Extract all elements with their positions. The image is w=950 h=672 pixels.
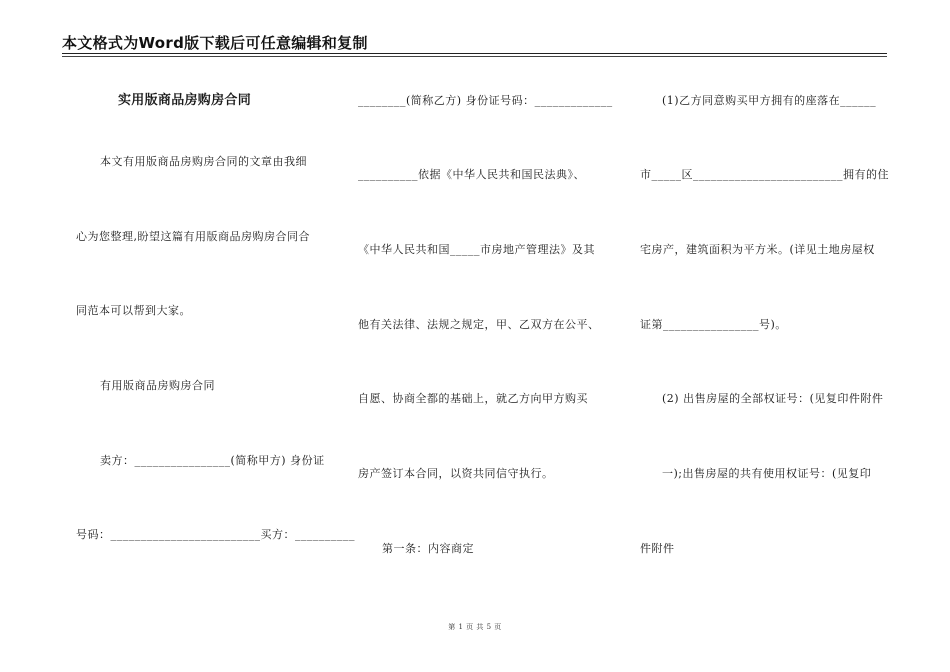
- right-line-3: 宅房产，建筑面积为平方米。(详见土地房屋权: [640, 243, 875, 256]
- middle-line-5: 自愿、协商全都的基础上，就乙方向甲方购买: [358, 392, 588, 405]
- middle-line-4: 他有关法律、法规之规定，甲、乙双方在公平、: [358, 318, 600, 331]
- section-heading-article-1: 第一条：内容商定: [382, 542, 474, 555]
- right-line-6: 一);出售房屋的共有使用权证号：(见复印: [662, 467, 872, 480]
- middle-line-2: __________依据《中华人民共和国民法典》、: [358, 168, 585, 181]
- header-rule-secondary: [62, 56, 887, 57]
- middle-line-1: ________(简称乙方) 身份证号码：_____________: [358, 94, 613, 107]
- right-line-2: 市_____区_________________________拥有的住: [640, 168, 889, 181]
- right-line-5: (2) 出售房屋的全部权证号：(见复印件附件: [662, 392, 884, 405]
- page-number: 第 1 页 共 5 页: [448, 623, 502, 631]
- contract-title: 实用版商品房购房合同: [118, 93, 252, 108]
- left-line-2: 心为您整理,盼望这篇有用版商品房购房合同合: [76, 230, 310, 243]
- left-line-seller: 卖方：________________(简称甲方) 身份证: [100, 454, 325, 467]
- middle-line-3: 《中华人民共和国_____市房地产管理法》及其: [358, 243, 595, 256]
- left-line-3: 同范本可以帮到大家。: [76, 304, 191, 317]
- right-line-7: 件附件: [640, 542, 675, 555]
- header-rule: [62, 53, 887, 54]
- left-subtitle: 有用版商品房购房合同: [100, 379, 215, 392]
- left-line-1: 本文有用版商品房购房合同的文章由我细: [100, 155, 307, 168]
- right-line-4: 证第________________号)。: [640, 318, 787, 331]
- right-line-1: (1)乙方同意购买甲方拥有的座落在______: [662, 94, 877, 107]
- document-header: 本文格式为Word版下载后可任意编辑和复制: [62, 34, 368, 52]
- middle-line-6: 房产签订本合同，以资共同信守执行。: [358, 467, 554, 480]
- left-line-id-buyer: 号码：_________________________买方：__________: [76, 528, 355, 541]
